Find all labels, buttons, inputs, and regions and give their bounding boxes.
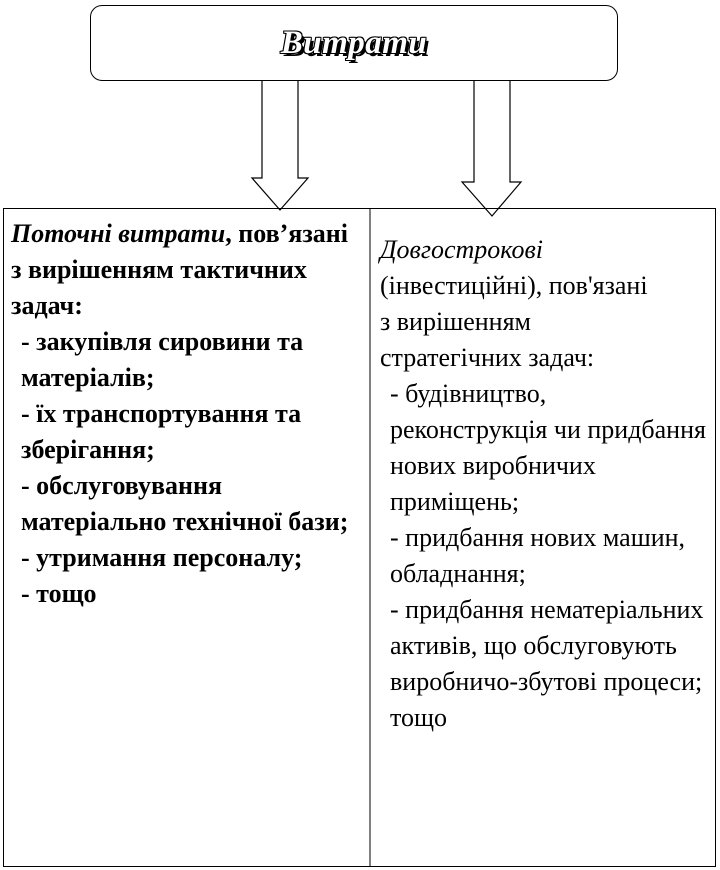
current-costs-heading-suffix: , — [225, 219, 232, 248]
list-item: - обслуговування матеріально технічної бази; — [21, 471, 349, 536]
list-item: - будівництво, реконструкція чи придбання нових виробничих приміщень; — [390, 379, 706, 516]
list-item: - придбання нових машин, обладнання; — [390, 523, 686, 588]
long-term-costs-line2 — [380, 304, 707, 340]
current-costs-description: пов’язані з вирішенням тактичних задач: — [11, 219, 348, 320]
list-item: - утримання персоналу; — [21, 543, 303, 572]
list-item: - їх транспортування та зберігання; — [21, 399, 302, 464]
long-term-costs-list — [380, 376, 707, 736]
long-term-costs-heading: Довгострокові — [380, 235, 543, 264]
current-costs-intro — [11, 216, 362, 324]
long-term-costs-intro — [380, 232, 707, 376]
current-costs-heading: Поточні витрати — [11, 219, 226, 248]
left-down-arrow — [252, 74, 308, 210]
long-term-costs-word2: вирішенням — [396, 307, 531, 336]
long-term-costs-line1: (інвестиційні), пов'язані — [380, 271, 648, 300]
right-down-arrow — [462, 74, 521, 216]
title-box — [90, 5, 618, 81]
diagram-title: Витрати — [280, 24, 428, 61]
long-term-costs-word1: з — [380, 307, 391, 336]
list-item: - тощо — [21, 579, 97, 608]
long-term-costs-line3: стратегічних задач: — [380, 343, 595, 372]
list-item: - закупівля сировини та матеріалів; — [21, 327, 304, 392]
long-term-costs-column — [370, 208, 715, 866]
current-costs-list — [11, 324, 362, 612]
list-item: - придбання нематеріальних активів, що обслуговують виробничо-збутові процеси; тощо — [390, 595, 704, 732]
current-costs-column — [3, 208, 370, 866]
